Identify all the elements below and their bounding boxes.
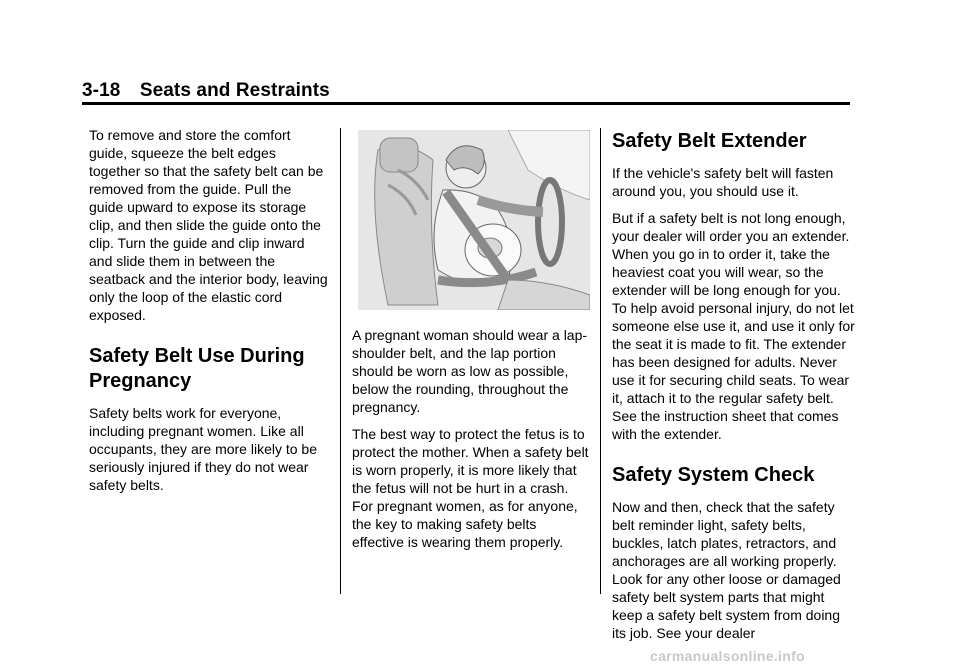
page-header [82, 80, 850, 102]
column-middle [352, 130, 592, 560]
lap-shoulder-paragraph: A pregnant woman should wear a lap-shoulder belt, and the lap portion should be worn as low as possible, below the rounding, throughout the pregnancy. [352, 327, 588, 415]
pregnant-woman-seatbelt-illustration [358, 130, 590, 310]
comfort-guide-paragraph: To remove and store the comfort guide, squeeze the belt edges together so that the safety belt can be removed from the guide. Pull the guide upward to expose its storage clip, and then slide the guide onto the clip. Turn the guide and clip inward and slide them in between the seatback and the interior body, leaving only the loop of the elastic cord exposed. [89, 127, 328, 323]
column-divider [340, 128, 341, 594]
watermark: carmanualsonline.info [650, 648, 805, 664]
system-check-heading: Safety System Check [612, 464, 815, 486]
pregnancy-heading: Safety Belt Use During Pregnancy [89, 345, 305, 392]
header-rule [82, 102, 850, 105]
column-left [89, 126, 329, 503]
page-number: 3-18 [82, 80, 121, 101]
extender-intro-paragraph: If the vehicle's safety belt will fasten around you, you should use it. [612, 165, 834, 199]
extender-details-paragraph: But if a safety belt is not long enough, your dealer will order you an extender. When you go in to order it, take the heaviest coat you will wear, so the extender will be long enough for you. To help avoid personal injury, do not let someone else use it, and use it only for the seat it is made to fit. The extender has been designed for adults. Never use it for securing child seats. To wear it, attach it to the regular safety belt. See the instruction sheet that comes with the extender. [612, 210, 855, 442]
pregnancy-intro-paragraph: Safety belts work for everyone, including pregnant women. Like all occupants, they are more likely to be seriously injured if they do not wear safety belts. [89, 405, 318, 493]
protect-fetus-paragraph: The best way to protect the fetus is to protect the mother. When a safety belt is worn properly, it is more likely that the fetus will not be hurt in a crash. For pregnant women, as for anyone, the key to making safety belts effective is wearing them properly. [352, 426, 589, 550]
column-right [612, 129, 856, 651]
column-divider-right [600, 128, 601, 594]
belt-extender-heading: Safety Belt Extender [612, 130, 807, 152]
system-check-paragraph: Now and then, check that the safety belt reminder light, safety belts, buckles, latch plates, retractors, and anchorages are all working properly. Look for any other loose or damaged safety belt system parts that might keep a safety belt system from doing its job. See your dealer [612, 499, 841, 641]
chapter-title: Seats and Restraints [139, 80, 330, 101]
